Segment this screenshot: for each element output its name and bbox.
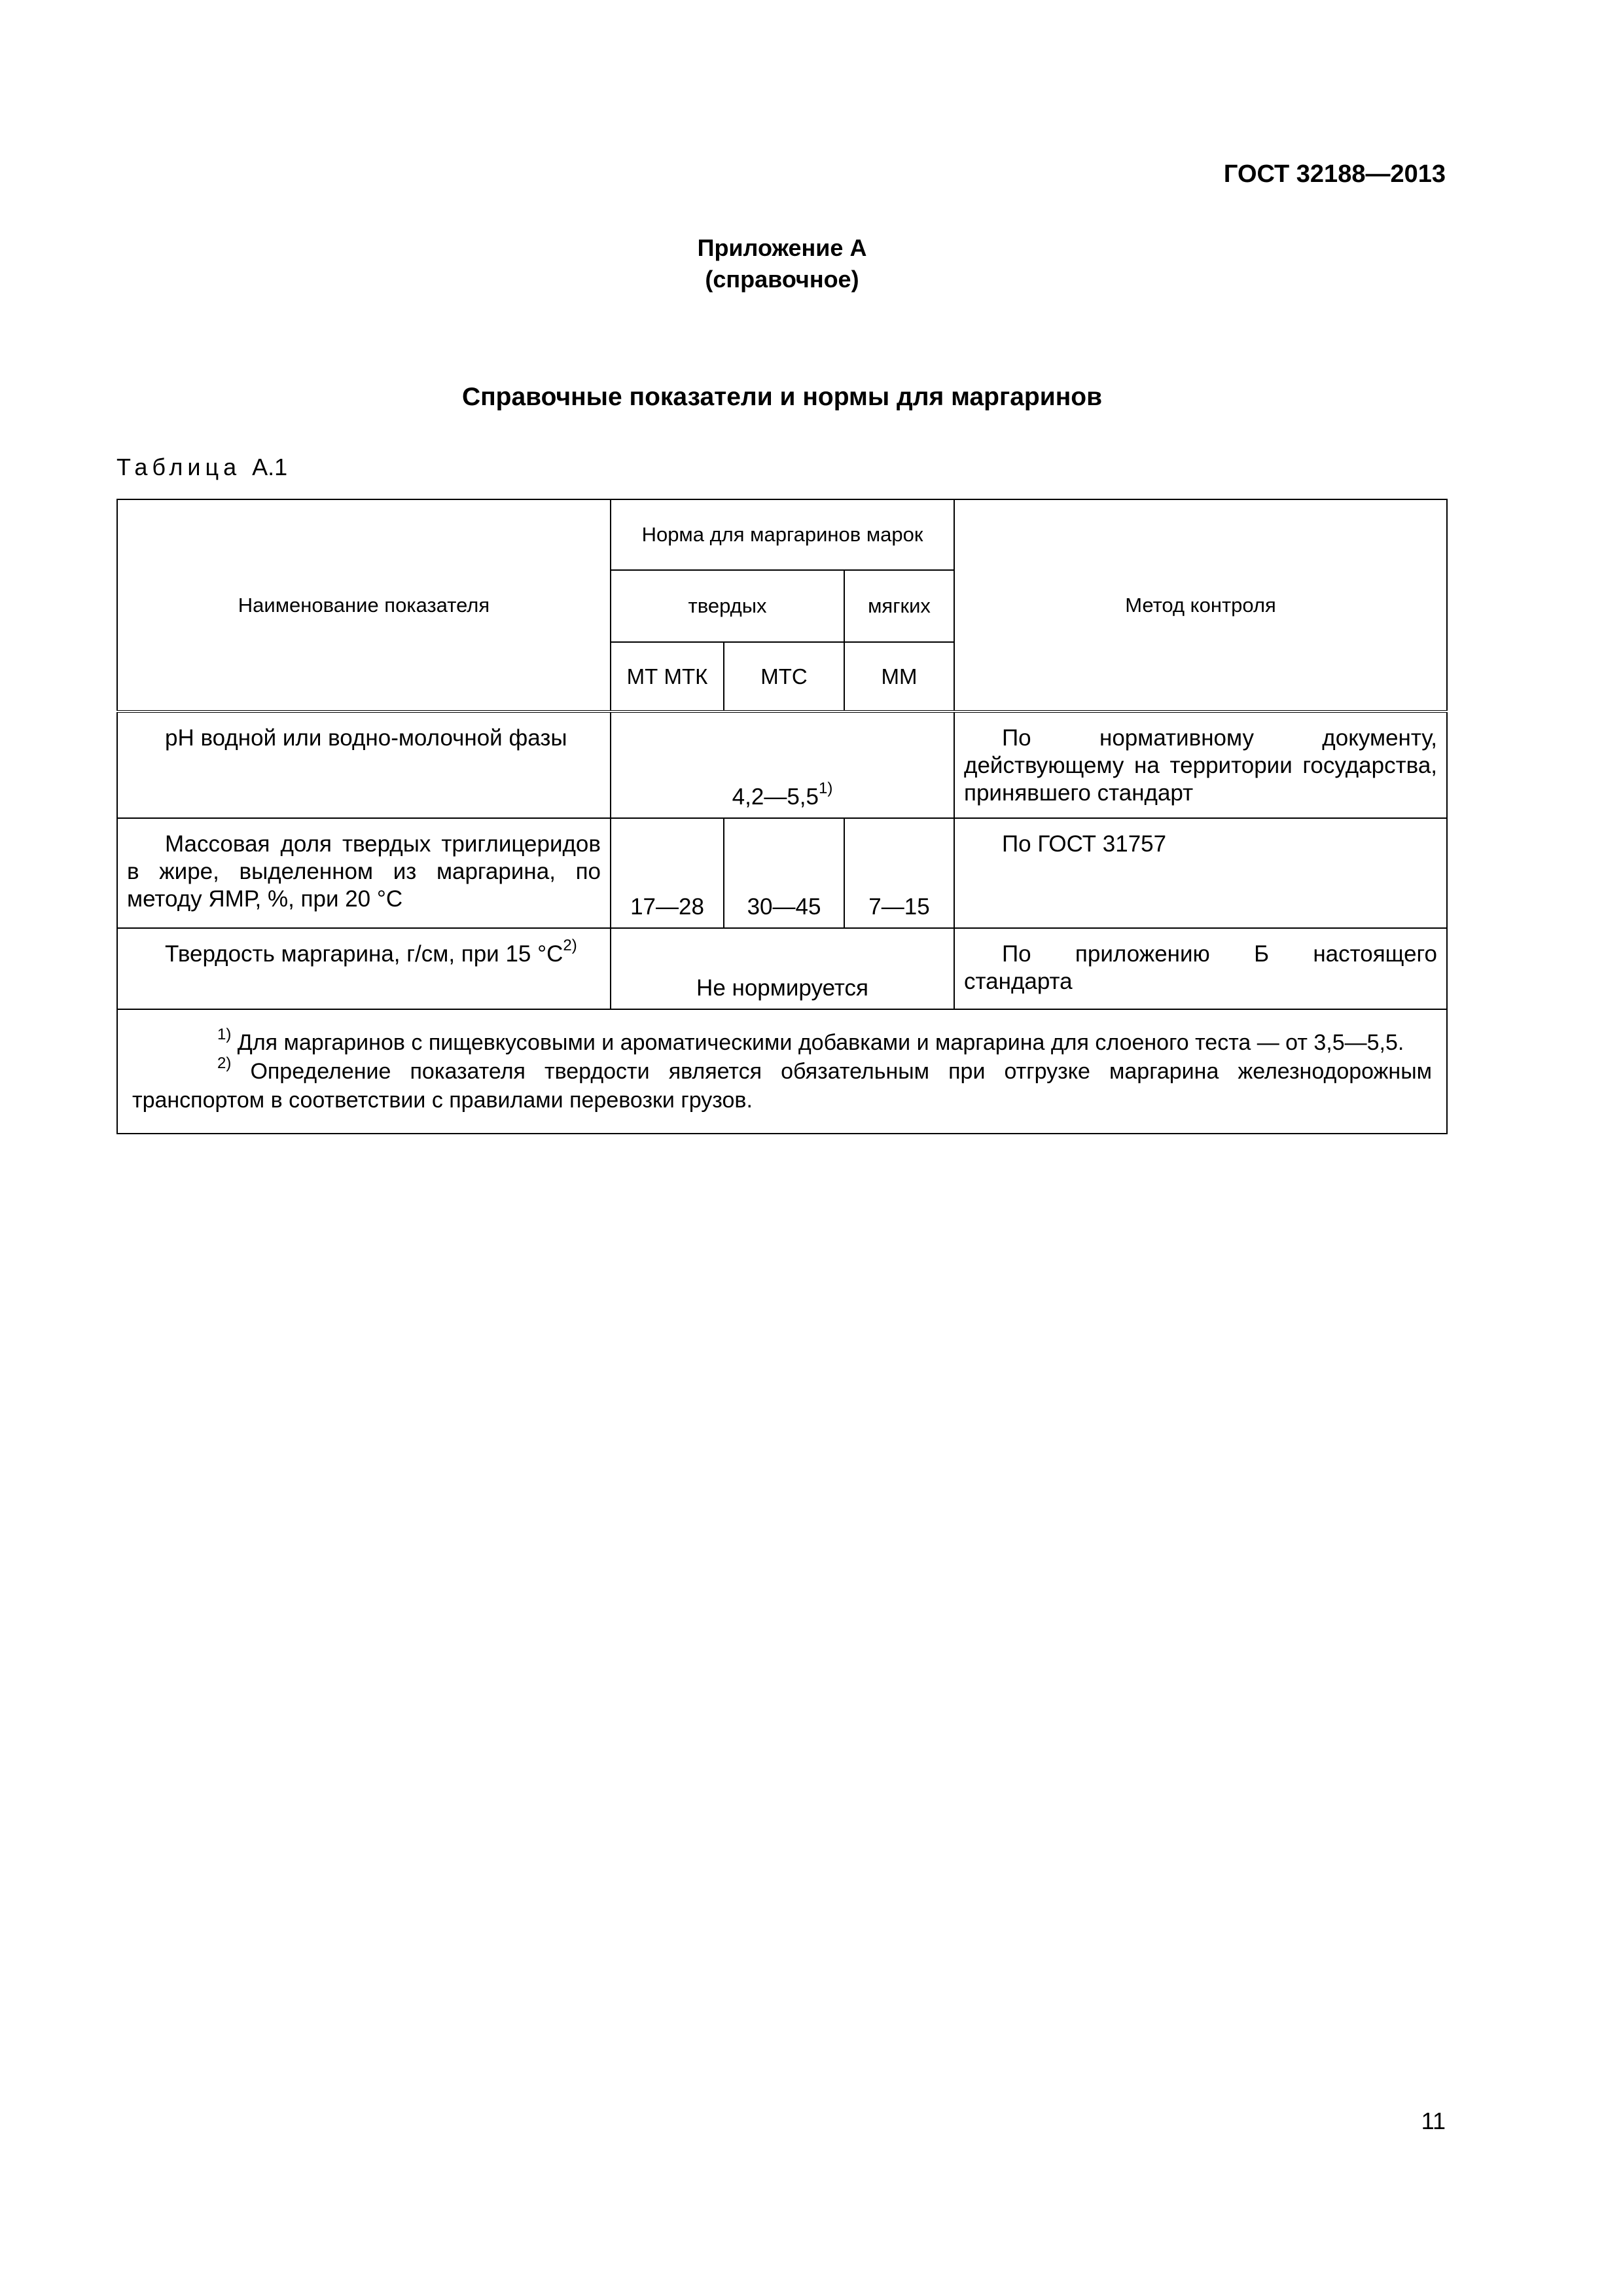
row-value: Не нормируется xyxy=(611,928,954,1009)
header-row-1 xyxy=(117,499,1447,570)
footnote-2 xyxy=(132,1054,1433,1115)
section-title: Справочные показатели и нормы для маргаринов xyxy=(461,383,1103,411)
row-value-mm: 7—15 xyxy=(844,818,954,928)
row-value-mts: 30—45 xyxy=(724,818,844,928)
header-method: Метод контроля xyxy=(954,499,1447,711)
row-indicator: Массовая доля твердых триглицеридов в жире, выделенном из маргарина, по методу ЯМР, %, при 20 °С xyxy=(117,818,611,928)
table-caption-number: А.1 xyxy=(252,454,288,480)
row-indicator-text: Твердость маргарина, г/см, при 15 °С xyxy=(165,941,563,967)
footnote-mark: 2) xyxy=(217,1054,232,1072)
footnote-text: Определение показателя твердости является обязательным при отгрузке маргарина железнодорожным транспортом в соответствии с правилами перевозки грузов. xyxy=(132,1059,1433,1113)
header-hard: твердых xyxy=(611,570,844,642)
header-mt-mtk: МТ МТК xyxy=(611,642,724,711)
norms-table xyxy=(116,499,1448,1134)
table-caption-word: Таблица xyxy=(116,454,241,480)
footnotes-row xyxy=(117,1009,1447,1134)
row-value xyxy=(611,711,954,818)
header-indicator: Наименование показателя xyxy=(117,499,611,711)
table-row xyxy=(117,818,1447,928)
row-value-mt-mtk: 17—28 xyxy=(611,818,724,928)
table-row xyxy=(117,711,1447,818)
document-code: ГОСТ 32188—2013 xyxy=(1223,160,1446,188)
appendix-title: Приложение А xyxy=(697,234,867,261)
row-indicator xyxy=(117,928,611,1009)
row-indicator: рН водной или водно-молочной фазы xyxy=(117,711,611,818)
row-method: По приложению Б настоящего стандарта xyxy=(954,928,1447,1009)
footnote-text: Для маргаринов с пищевкусовыми и ароматическими добавками и маргарина для слоеного теста — от 3,5—5,5. xyxy=(237,1030,1404,1055)
appendix-subtitle: (справочное) xyxy=(705,266,859,293)
page-number: 11 xyxy=(1421,2108,1446,2134)
header-mts: МТС xyxy=(724,642,844,711)
header-soft: мягких xyxy=(844,570,954,642)
table-row xyxy=(117,928,1447,1009)
row-method: По ГОСТ 31757 xyxy=(954,818,1447,928)
footnote-ref: 2) xyxy=(563,937,577,955)
table-caption xyxy=(116,454,287,481)
header-norm: Норма для маргаринов марок xyxy=(611,499,954,570)
row-value-text: 4,2—5,5 xyxy=(732,784,819,810)
footnote-1 xyxy=(132,1025,1432,1057)
footnotes xyxy=(117,1009,1447,1134)
row-method: По нормативному документу, действующему на территории государства, принявшего стандарт xyxy=(954,711,1447,818)
appendix-heading xyxy=(0,232,1564,295)
footnote-mark: 1) xyxy=(217,1025,232,1043)
header-mm: ММ xyxy=(844,642,954,711)
footnote-ref: 1) xyxy=(818,780,833,798)
